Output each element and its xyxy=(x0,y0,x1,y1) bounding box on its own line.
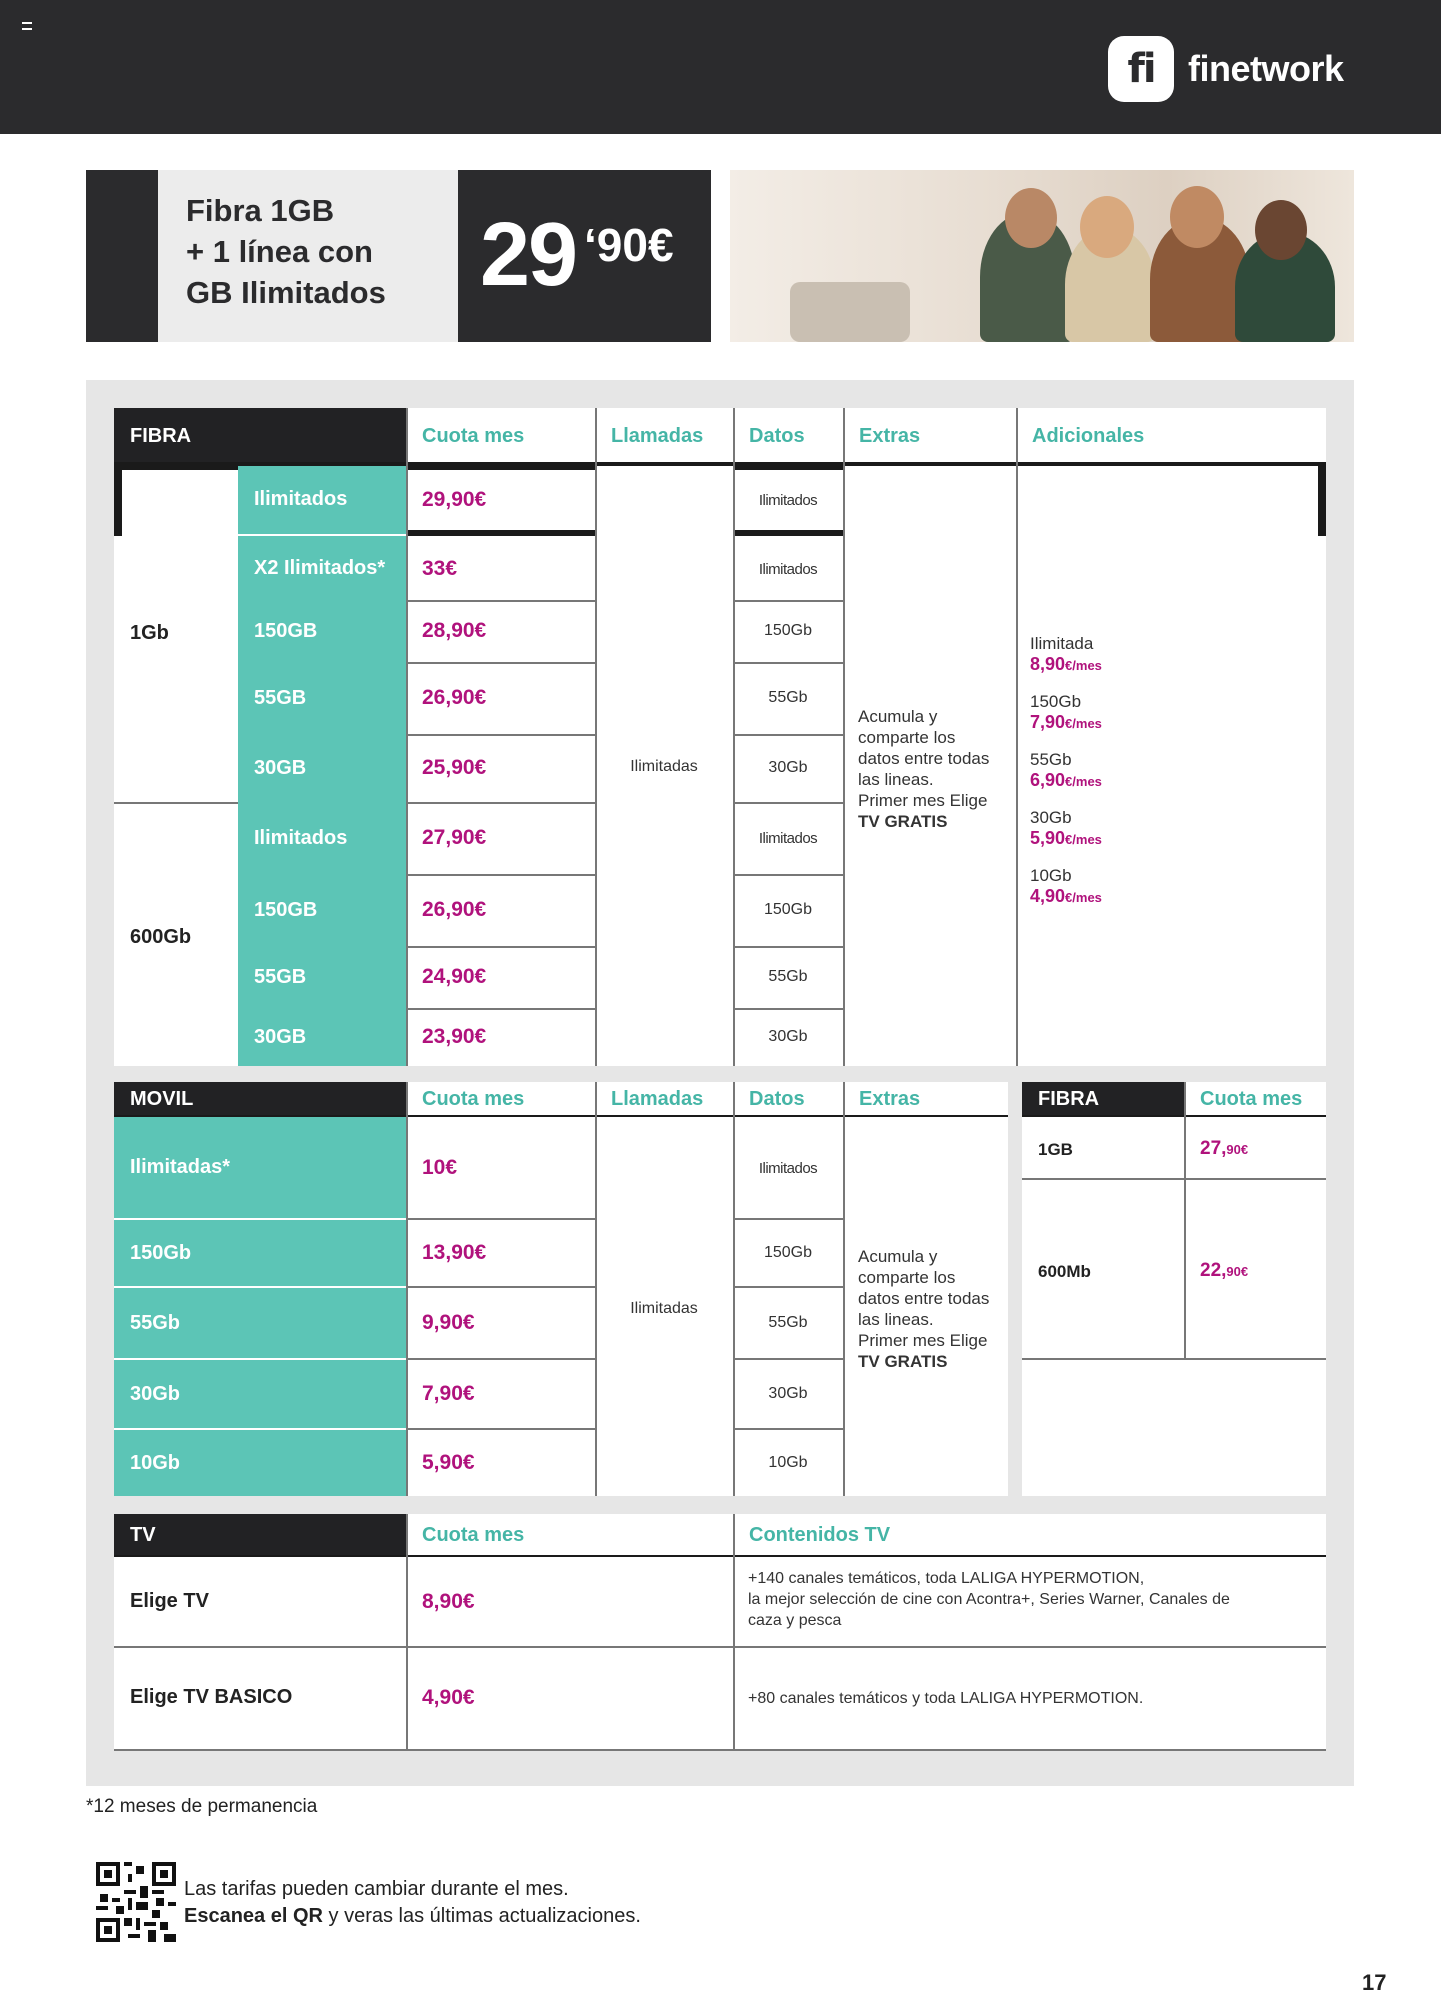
fibra-plan: 30GB xyxy=(238,1008,406,1066)
movil-price: 7,90€ xyxy=(407,1362,594,1426)
fibra-only-col-cuota: Cuota mes xyxy=(1184,1082,1326,1116)
tv-col-cuota: Cuota mes xyxy=(406,1514,733,1556)
tv-content: +80 canales temáticos y toda LALIGA HYPERMOTION. xyxy=(748,1690,1144,1707)
tv-plan: Elige TV xyxy=(130,1590,209,1612)
fibra-plan: 150GB xyxy=(238,874,406,946)
addl-name: 150Gb xyxy=(1030,692,1082,711)
fibra-only-bg xyxy=(1022,1116,1326,1496)
movil-datos: 55Gb xyxy=(734,1290,842,1356)
fibra-datos: 30Gb xyxy=(734,736,842,800)
fibra-datos: 55Gb xyxy=(734,948,842,1006)
fibra-datos: 150Gb xyxy=(734,876,842,944)
menu-icon[interactable] xyxy=(22,22,32,30)
movil-datos: 30Gb xyxy=(734,1362,842,1426)
fibra-col-datos: Datos xyxy=(733,408,843,464)
movil-plan: 150Gb xyxy=(114,1220,406,1286)
movil-col-datos: Datos xyxy=(733,1082,843,1116)
movil-datos: Ilimitados xyxy=(734,1120,842,1216)
movil-col-llamadas: Llamadas xyxy=(595,1082,733,1116)
fibra-only-price: 27,90€ xyxy=(1200,1138,1249,1159)
movil-plan: 55Gb xyxy=(114,1288,406,1358)
fibra-price: 23,90€ xyxy=(407,1010,594,1064)
fibra-plan: 150GB xyxy=(238,600,406,662)
fibra-col-llamadas: Llamadas xyxy=(595,408,733,464)
tv-content: +140 canales temáticos, toda LALIGA HYPERMOTION, la mejor selección de cine con Acontra+, Series Warner, Canales de caza y pesca xyxy=(748,1570,1230,1629)
fibra-datos: 55Gb xyxy=(734,664,842,732)
movil-price: 10€ xyxy=(407,1120,594,1216)
tv-price: 8,90€ xyxy=(422,1590,475,1613)
fibra-price: 24,90€ xyxy=(407,948,594,1006)
movil-extras: Acumula y comparte los datos entre todas las lineas. Primer mes Elige TV GRATIS xyxy=(858,1247,990,1371)
addl-name: 10Gb xyxy=(1030,866,1072,885)
fibra-datos: 150Gb xyxy=(734,602,842,660)
movil-datos: 10Gb xyxy=(734,1432,842,1494)
fibra-plan: X2 Ilimitados* xyxy=(238,536,406,600)
fibra-col-adicionales: Adicionales xyxy=(1016,408,1326,464)
fibra-llamadas: Ilimitadas xyxy=(596,752,732,782)
fibra-only-header: FIBRA xyxy=(1022,1082,1184,1116)
tv-col-contenidos: Contenidos TV xyxy=(733,1514,1326,1556)
page-number: 17 xyxy=(1362,1970,1387,1995)
hero-title: Fibra 1GB + 1 línea con GB Ilimitados xyxy=(186,193,386,310)
addl-name: Ilimitada xyxy=(1030,634,1094,653)
fibra-plan: 55GB xyxy=(238,662,406,734)
fibra-extras: Acumula y comparte los datos entre todas las lineas. Primer mes Elige TV GRATIS xyxy=(858,707,990,831)
movil-price: 5,90€ xyxy=(407,1432,594,1494)
fibra-header: FIBRA xyxy=(114,408,406,464)
hero-title-box xyxy=(158,170,458,342)
tv-price: 4,90€ xyxy=(422,1686,475,1709)
qr-note: Las tarifas pueden cambiar durante el mes. Escanea el QR y veras las últimas actualizaciones. xyxy=(184,1878,641,1927)
fibra-col-cuota: Cuota mes xyxy=(406,408,595,464)
hero-accent-block xyxy=(86,170,158,342)
fibra-price: 29,90€ xyxy=(407,472,594,528)
hero-price-box xyxy=(458,170,711,342)
movil-plan: 10Gb xyxy=(114,1430,406,1496)
addl-name: 55Gb xyxy=(1030,750,1072,769)
fibra-datos: Ilimitados xyxy=(734,540,842,598)
footnote: *12 meses de permanencia xyxy=(86,1796,318,1817)
fibra-group-600gb: 600Gb xyxy=(130,926,192,948)
fibra-only-plan: 600Mb xyxy=(1038,1262,1091,1281)
fibra-price: 28,90€ xyxy=(407,602,594,660)
movil-llamadas: Ilimitadas xyxy=(596,1294,732,1324)
addl-name: 30Gb xyxy=(1030,808,1072,827)
top-bar xyxy=(0,0,1441,134)
movil-datos: 150Gb xyxy=(734,1222,842,1284)
fibra-datos: Ilimitados xyxy=(734,472,842,528)
tv-header: TV xyxy=(114,1514,406,1556)
fibra-price: 26,90€ xyxy=(407,664,594,732)
brand-name: finetwork xyxy=(1188,48,1344,89)
movil-plan: Ilimitadas* xyxy=(114,1116,406,1218)
hero-price-integer: 29 xyxy=(480,205,577,305)
fibra-plan: 30GB xyxy=(238,734,406,802)
hero-photo xyxy=(730,170,1354,342)
fibra-price: 25,90€ xyxy=(407,736,594,800)
movil-price: 9,90€ xyxy=(407,1290,594,1356)
movil-plan: 30Gb xyxy=(114,1360,406,1428)
fibra-adicionales-list: Ilimitada 8,90€/mes 150Gb 7,90€/mes 55Gb 6,90€/mes 30Gb 5,90€/mes 10Gb 4,90€/mes xyxy=(1030,634,1230,908)
fibra-plan: Ilimitados xyxy=(238,464,406,534)
fibra-only-price: 22,90€ xyxy=(1200,1260,1249,1281)
fibra-plan: Ilimitados xyxy=(238,802,406,874)
fibra-only-plan: 1GB xyxy=(1038,1140,1073,1159)
movil-col-extras: Extras xyxy=(843,1082,1008,1116)
movil-header: MOVIL xyxy=(114,1082,406,1116)
movil-price: 13,90€ xyxy=(407,1222,594,1284)
tv-plan: Elige TV BASICO xyxy=(130,1686,293,1708)
fibra-datos: Ilimitados xyxy=(734,804,842,872)
fibra-col-extras: Extras xyxy=(843,408,1016,464)
fibra-price: 33€ xyxy=(407,540,594,598)
fibra-group-1gb: 1Gb xyxy=(130,622,169,644)
fibra-price: 26,90€ xyxy=(407,876,594,944)
qr-code-icon[interactable] xyxy=(96,1862,176,1942)
movil-col-cuota: Cuota mes xyxy=(406,1082,595,1116)
brand-logo-icon: fi xyxy=(1108,36,1174,102)
fibra-datos: 30Gb xyxy=(734,1010,842,1064)
fibra-price: 27,90€ xyxy=(407,804,594,872)
hero-price-decimal: ‘90€ xyxy=(584,219,674,271)
fibra-plan: 55GB xyxy=(238,946,406,1008)
